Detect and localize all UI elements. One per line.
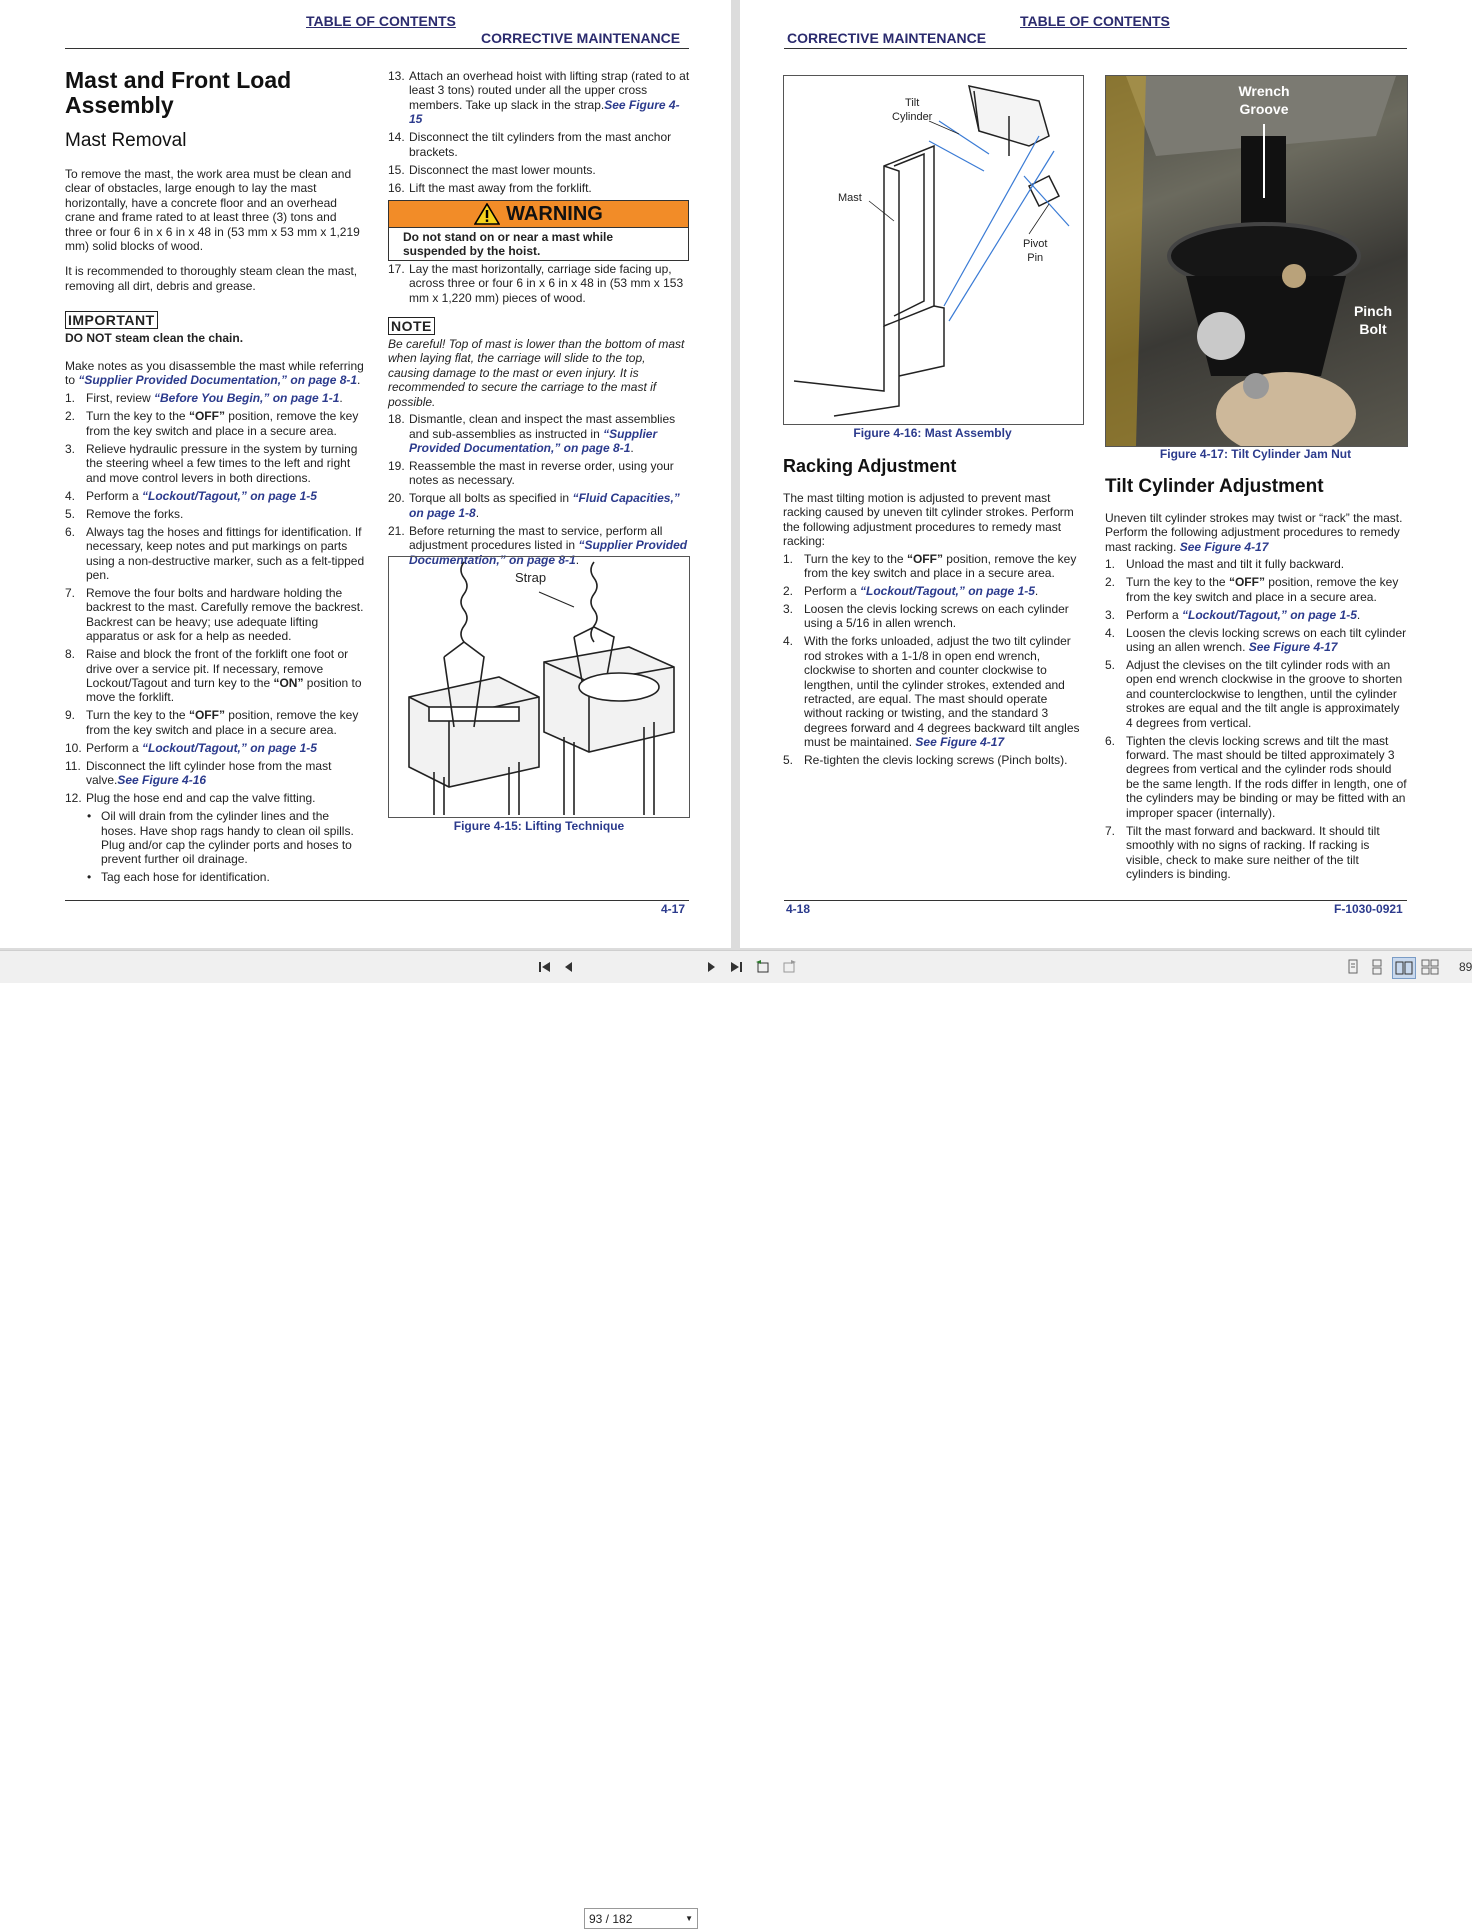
step-text: Unload the mast and tilt it fully backward. — [1126, 557, 1345, 572]
step-text: Dismantle, clean and inspect the mast assemblies and sub-assemblies as instructed in — [409, 412, 676, 441]
step-number: 5. — [783, 753, 794, 768]
forward-view-icon — [781, 959, 797, 975]
step-text: Perform a — [1126, 607, 1183, 622]
mast-label: Mast — [838, 192, 862, 204]
step-text: Perform a — [86, 740, 143, 755]
step-text: Relieve hydraulic pressure in the system by turning the steering wheel a few times to the left and right and move control levers in both directions. — [86, 441, 358, 485]
cross-reference-link[interactable]: “Before You Begin,” on page 1-1 — [154, 391, 340, 406]
step-text: Loosen the clevis locking screws on each tilt cylinder using an allen wrench. — [1126, 625, 1407, 655]
step-item — [1105, 557, 1407, 571]
step-text: Disconnect the lift cylinder hose from the mast valve. — [86, 758, 332, 788]
step-bold-text: “ON” — [273, 675, 304, 690]
step-item — [388, 69, 690, 127]
warning-label: WARNING — [506, 202, 603, 225]
step-number: 8. — [65, 647, 76, 662]
figure-4-17-tilt-cylinder-photo — [1105, 75, 1408, 447]
step-text: Tilt the mast forward and backward. It should tilt smoothly with no signs of racking. If racking is visible, check to make sure neither of the tilt cylinders is binding. — [1126, 823, 1380, 881]
step-number: 6. — [1105, 733, 1116, 748]
warning-callout — [388, 200, 689, 261]
tilt-steps — [1105, 557, 1407, 881]
step-bold-text: “OFF” — [906, 551, 943, 566]
cross-reference-link[interactable]: See Figure 4-17 — [915, 735, 1005, 750]
step-item — [1105, 734, 1407, 820]
jam-nut-photo — [1106, 76, 1407, 446]
step-number: 16. — [388, 180, 405, 195]
step-item — [65, 647, 365, 705]
tilt-cylinder-label: Tilt Cylinder — [892, 97, 933, 123]
step-item — [783, 634, 1083, 749]
figure-4-17-caption: Figure 4-17: Tilt Cylinder Jam Nut — [1159, 447, 1352, 461]
step-item — [388, 130, 690, 159]
step-text: . — [339, 391, 343, 406]
step-number: 7. — [1105, 823, 1116, 838]
step-text: Turn the key to the — [86, 409, 189, 424]
step-number: 2. — [65, 409, 76, 424]
figure-4-16-caption: Figure 4-16: Mast Assembly — [853, 426, 1012, 440]
warning-text: Do not stand on or near a mast while suspended by the hoist. — [403, 230, 614, 259]
step-text: Disconnect the mast lower mounts. — [409, 162, 596, 177]
toc-link[interactable]: TABLE OF CONTENTS — [306, 13, 456, 29]
section-title: Mast Removal — [65, 130, 187, 151]
cross-reference-link[interactable]: See Figure 4-17 — [1248, 640, 1338, 655]
important-callout — [65, 311, 365, 345]
step-text: Perform a — [804, 584, 861, 599]
next-page-icon — [704, 960, 718, 974]
step-text: position, remove the key from the key switch and place in a secure area. — [1126, 575, 1399, 604]
racking-adjustment-section — [783, 456, 1083, 771]
cross-reference-link[interactable]: See Figure 4-15 — [409, 97, 680, 127]
step-number: 3. — [1105, 607, 1116, 622]
step-text: Torque all bolts as specified in — [409, 491, 573, 506]
warning-triangle-icon — [474, 203, 500, 225]
step-number: 6. — [65, 524, 76, 539]
step-item — [65, 507, 365, 521]
step-item — [65, 586, 365, 644]
step-number: 18. — [388, 412, 405, 427]
step-item — [1105, 824, 1407, 882]
see-figure-link[interactable]: See Figure 4-17 — [1179, 539, 1269, 554]
removal-steps-1-12 — [65, 391, 365, 805]
single-page-view-button[interactable] — [1343, 957, 1363, 977]
step-number: 2. — [783, 584, 794, 599]
step-item — [65, 442, 365, 485]
step-text: Always tag the hoses and fittings for identification. If necessary, keep notes and put markings on parts using a non-destructive marker, such as a felt-tipped pen. — [86, 524, 365, 582]
removal-step-17 — [388, 262, 690, 305]
left-column-2 — [388, 69, 690, 833]
two-page-view-button[interactable] — [1392, 957, 1416, 979]
go-back-view-button[interactable] — [753, 957, 773, 977]
step-item — [388, 412, 690, 455]
footer-rule — [784, 900, 1407, 901]
step-text: . — [575, 552, 580, 567]
step-number: 3. — [783, 602, 794, 617]
step-text: Tighten the clevis locking screws and tilt the mast forward. The mast should be tilted approximately 3 degrees from vertical and the cylinder rods should be the same length. If the rods differ in length, one of the cylinders may be binding or may be fitted with an improper spacer (internally). — [1126, 733, 1407, 820]
page-number: 4-17 — [661, 902, 686, 916]
step-text: Plug the hose end and cap the valve fitting. — [86, 791, 316, 806]
step-number: 3. — [65, 441, 76, 456]
step-text: Lay the mast horizontally, carriage side facing up, across three or four 6 in x 6 in x 48 in (53 mm x 153 mm x 1,220 mm) pieces of wood. — [409, 261, 684, 305]
step-bold-text: “OFF” — [188, 409, 225, 424]
intro-paragraph: To remove the mast, the work area must be clean and clear of obstacles, large enough to lay the mast horizontally, have a concrete floor and an overhead crane and frame rated to at least three (3) tons and three or four 6 in x 6 in x 48 in (53 mm x 53 mm x 1,219 mm) solid blocks of wood. — [65, 167, 360, 254]
zoom-level[interactable]: 89 — [1459, 960, 1472, 974]
step-item — [65, 409, 365, 438]
last-page-icon — [729, 960, 743, 974]
step-bold-text: “OFF” — [188, 708, 225, 723]
step-text: Attach an overhead hoist with lifting strap (rated to at least 3 tons) routed under all the upper cross members. Take up slack in the strap. — [409, 69, 690, 112]
step-item — [783, 552, 1083, 581]
next-page-button[interactable] — [701, 957, 721, 977]
page-dropdown-icon[interactable]: ▼ — [685, 1914, 693, 1923]
step-number: 19. — [388, 458, 405, 473]
step-text: Reassemble the mast in reverse order, using your notes as necessary. — [409, 458, 674, 488]
step-number: 2. — [1105, 575, 1116, 590]
step-text: Adjust the clevises on the tilt cylinder rods with an open end wrench clockwise in the groove to shorten and counterclockwise to lengthen, until the cylinder strokes are equal and the tilt angle is approximately 4 degrees from vertical. — [1126, 658, 1403, 730]
single-page-icon — [1346, 959, 1360, 975]
note-label: NOTE — [388, 317, 435, 335]
step-number: 9. — [65, 708, 76, 723]
footer-rule — [65, 900, 689, 901]
step-item — [388, 163, 690, 177]
step-item — [1105, 626, 1407, 655]
step-text: First, review — [86, 391, 155, 406]
page-title-line1: Mast and Front Load — [65, 67, 292, 93]
step-item — [783, 584, 1083, 598]
step-text: position to move the forklift. — [86, 675, 362, 705]
step-item — [65, 741, 365, 755]
step-text: Perform a — [86, 488, 143, 503]
step-text: . — [475, 505, 480, 520]
section-header: CORRECTIVE MAINTENANCE — [787, 30, 987, 46]
previous-page-icon — [562, 960, 576, 974]
figure-4-16-mast-assembly — [783, 75, 1084, 425]
tilt-cylinder-section — [1105, 476, 1407, 885]
tilt-intro: Uneven tilt cylinder strokes may twist or “rack” the mast. Perform the following adjustment procedures to remedy mast racking. See Figure 4-17 — [1105, 511, 1403, 554]
cross-reference-link[interactable]: “Lockout/Tagout,” on page 1-5 — [142, 740, 317, 755]
important-text: DO NOT steam clean the chain. — [65, 331, 244, 346]
step-number: 12. — [65, 791, 82, 806]
two-page-continuous-button[interactable] — [1420, 957, 1440, 977]
back-view-icon — [755, 959, 771, 975]
figure-4-15-caption: Figure 4-15: Lifting Technique — [453, 819, 625, 833]
removal-steps-18-21 — [388, 412, 690, 567]
strap-label: Strap — [515, 570, 547, 585]
step-item — [1105, 608, 1407, 622]
cross-reference-link[interactable]: See Figure 4-16 — [117, 773, 207, 788]
step-text: Loosen the clevis locking screws on each cylinder using a 5/16 in allen wrench. — [804, 602, 1069, 631]
pivot-pin-label: Pivot Pin — [1023, 238, 1048, 264]
step-item — [388, 491, 690, 520]
step-item — [388, 459, 690, 488]
go-forward-view-button[interactable] — [779, 957, 799, 977]
notes-paragraph: Make notes as you disassemble the mast while referring to “Supplier Provided Documentation,” on page 8-1. — [65, 358, 364, 388]
step-number: 11. — [65, 758, 81, 773]
continuous-view-button[interactable] — [1367, 957, 1387, 977]
step-text: Disconnect the tilt cylinders from the mast anchor brackets. — [409, 130, 672, 159]
page-number-input[interactable]: 93 / 182 ▼ — [584, 1908, 698, 1929]
cross-reference-link[interactable]: “Lockout/Tagout,” on page 1-5 — [1182, 607, 1357, 622]
continuous-page-icon — [1370, 959, 1384, 975]
important-label: IMPORTANT — [65, 311, 158, 329]
wrench-groove-arrow — [1263, 124, 1265, 198]
supplier-doc-link[interactable]: “Supplier Provided Documentation,” on page 8-1 — [78, 373, 358, 388]
step-number: 14. — [388, 130, 405, 145]
step-text: Turn the key to the — [804, 551, 907, 566]
step-item — [65, 791, 365, 805]
header-rule — [784, 48, 1407, 49]
first-page-button[interactable] — [535, 957, 555, 977]
step-number: 15. — [388, 162, 405, 177]
cross-reference-link[interactable]: “Fluid Capacities,” on page 1-8 — [409, 491, 680, 520]
step-number: 1. — [783, 551, 794, 566]
step-item — [388, 262, 690, 305]
lifting-illustration — [389, 557, 689, 817]
step-text: . — [630, 440, 634, 455]
section-header: CORRECTIVE MAINTENANCE — [481, 30, 681, 46]
step-item — [65, 391, 365, 405]
left-column-1 — [65, 68, 365, 887]
toc-link[interactable]: TABLE OF CONTENTS — [1020, 13, 1170, 29]
step-item — [1105, 658, 1407, 730]
step-text: Remove the forks. — [86, 506, 184, 521]
step-number: 4. — [1105, 625, 1116, 640]
step-item — [388, 181, 690, 195]
cross-reference-link[interactable]: “Lockout/Tagout,” on page 1-5 — [860, 584, 1035, 599]
step-number: 5. — [65, 506, 76, 521]
note-text: Be careful! Top of mast is lower than the bottom of mast when laying flat, the carriage will slide to the top, causing damage to the mast or even injury. It is recommended to secure the carriage to the mast if possible. — [388, 337, 685, 409]
step-12-bullets — [65, 809, 365, 884]
step-number: 20. — [388, 491, 405, 506]
step-number: 1. — [65, 391, 76, 406]
step-item — [65, 525, 365, 583]
figure-4-15-lifting-technique — [388, 556, 690, 818]
step-item — [783, 602, 1083, 631]
step-text: Before returning the mast to service, perform all adjustment procedures listed in — [409, 523, 663, 553]
page-number: 4-18 — [786, 902, 811, 916]
cross-reference-link[interactable]: “Supplier Provided Documentation,” on page 8-1 — [409, 426, 658, 455]
pinch-bolt-label: Pinch Bolt — [1353, 303, 1393, 337]
step-item — [65, 759, 365, 788]
step-text: position, remove the key from the key switch and place in a secure area. — [86, 409, 359, 438]
step-number: 4. — [65, 488, 76, 503]
step-number: 7. — [65, 585, 76, 600]
racking-steps — [783, 552, 1083, 768]
step-text: Re-tighten the clevis locking screws (Pinch bolts). — [804, 753, 1068, 768]
step-item — [65, 489, 365, 503]
step-bold-text: “OFF” — [1228, 575, 1265, 590]
step-text: . — [1034, 584, 1039, 599]
two-page-continuous-icon — [1421, 959, 1439, 975]
step-text: . — [1356, 607, 1361, 622]
tilt-title: Tilt Cylinder Adjustment — [1105, 476, 1324, 497]
step-text: Lift the mast away from the forklift. — [409, 180, 592, 195]
step-number: 10. — [65, 740, 82, 755]
page-4-17 — [0, 0, 731, 948]
wrench-groove-label: Wrench Groove — [1238, 83, 1290, 117]
step-item — [1105, 575, 1407, 604]
last-page-button[interactable] — [726, 957, 746, 977]
step-text: position, remove the key from the key switch and place in a secure area. — [804, 551, 1077, 581]
step-text: Raise and block the front of the forklift one foot or drive over a service pit. If necessary, remove Lockout/Tagout and turn key to the — [86, 647, 349, 690]
step-number: 1. — [1105, 557, 1116, 572]
note-callout — [388, 317, 690, 409]
step-item — [65, 708, 365, 737]
bullet-item: • Tag each hose for identification. — [65, 870, 365, 884]
page-4-18 — [740, 0, 1472, 948]
racking-intro: The mast tilting motion is adjusted to prevent mast racking caused by uneven tilt cylinder strokes. Perform the following adjustment procedures to remedy mast racking: — [783, 491, 1074, 549]
document-viewport — [0, 0, 1472, 950]
page-title-line2: Assembly — [65, 92, 174, 118]
step-text: Turn the key to the — [1126, 575, 1229, 590]
pdf-toolbar — [0, 950, 1472, 1926]
previous-page-button[interactable] — [559, 957, 579, 977]
step-number: 13. — [388, 69, 405, 83]
step-text: Turn the key to the — [86, 708, 189, 723]
step-number: 21. — [388, 523, 405, 538]
two-page-icon — [1395, 960, 1413, 976]
cross-reference-link[interactable]: “Supplier Provided Documentation,” on page 8-1 — [409, 538, 688, 567]
cross-reference-link[interactable]: “Lockout/Tagout,” on page 1-5 — [142, 488, 317, 503]
step-item — [783, 753, 1083, 767]
step-text: Remove the four bolts and hardware holding the backrest to the mast. Carefully remove the backrest. Backrest can be heavy; use adequate lifting apparatus or ask for a help as needed. — [86, 585, 364, 644]
step-number: 4. — [783, 634, 794, 649]
document-number: F-1030-0921 — [1334, 902, 1403, 916]
step-number: 5. — [1105, 658, 1116, 673]
bullet-item: • Oil will drain from the cylinder lines and the hoses. Have shop rags handy to clean oil spills. Plug and/or cap the cylinder ports and hoses to prevent further oil drainage. — [65, 809, 365, 867]
step-text: position, remove the key from the key switch and place in a secure area. — [86, 708, 359, 737]
step-number: 17. — [388, 261, 405, 276]
first-page-icon — [538, 960, 552, 974]
header-rule — [65, 48, 689, 49]
step-text: With the forks unloaded, adjust the two tilt cylinder rod strokes with a 1-1/8 in open end wrench, clockwise to shorten and counter clockwise to lengthen, until the cylinder strokes, extended and retracted, are equal. The mast should operate without racking or twisting, and the standard 3 degrees forward and 4 degrees backward tilt angles must be maintained. — [804, 634, 1080, 750]
removal-steps-13-16 — [388, 69, 690, 195]
racking-title: Racking Adjustment — [783, 456, 957, 476]
intro-paragraph-2: It is recommended to thoroughly steam clean the mast, removing all dirt, debris and grease. — [65, 264, 358, 293]
warning-header — [389, 201, 688, 228]
